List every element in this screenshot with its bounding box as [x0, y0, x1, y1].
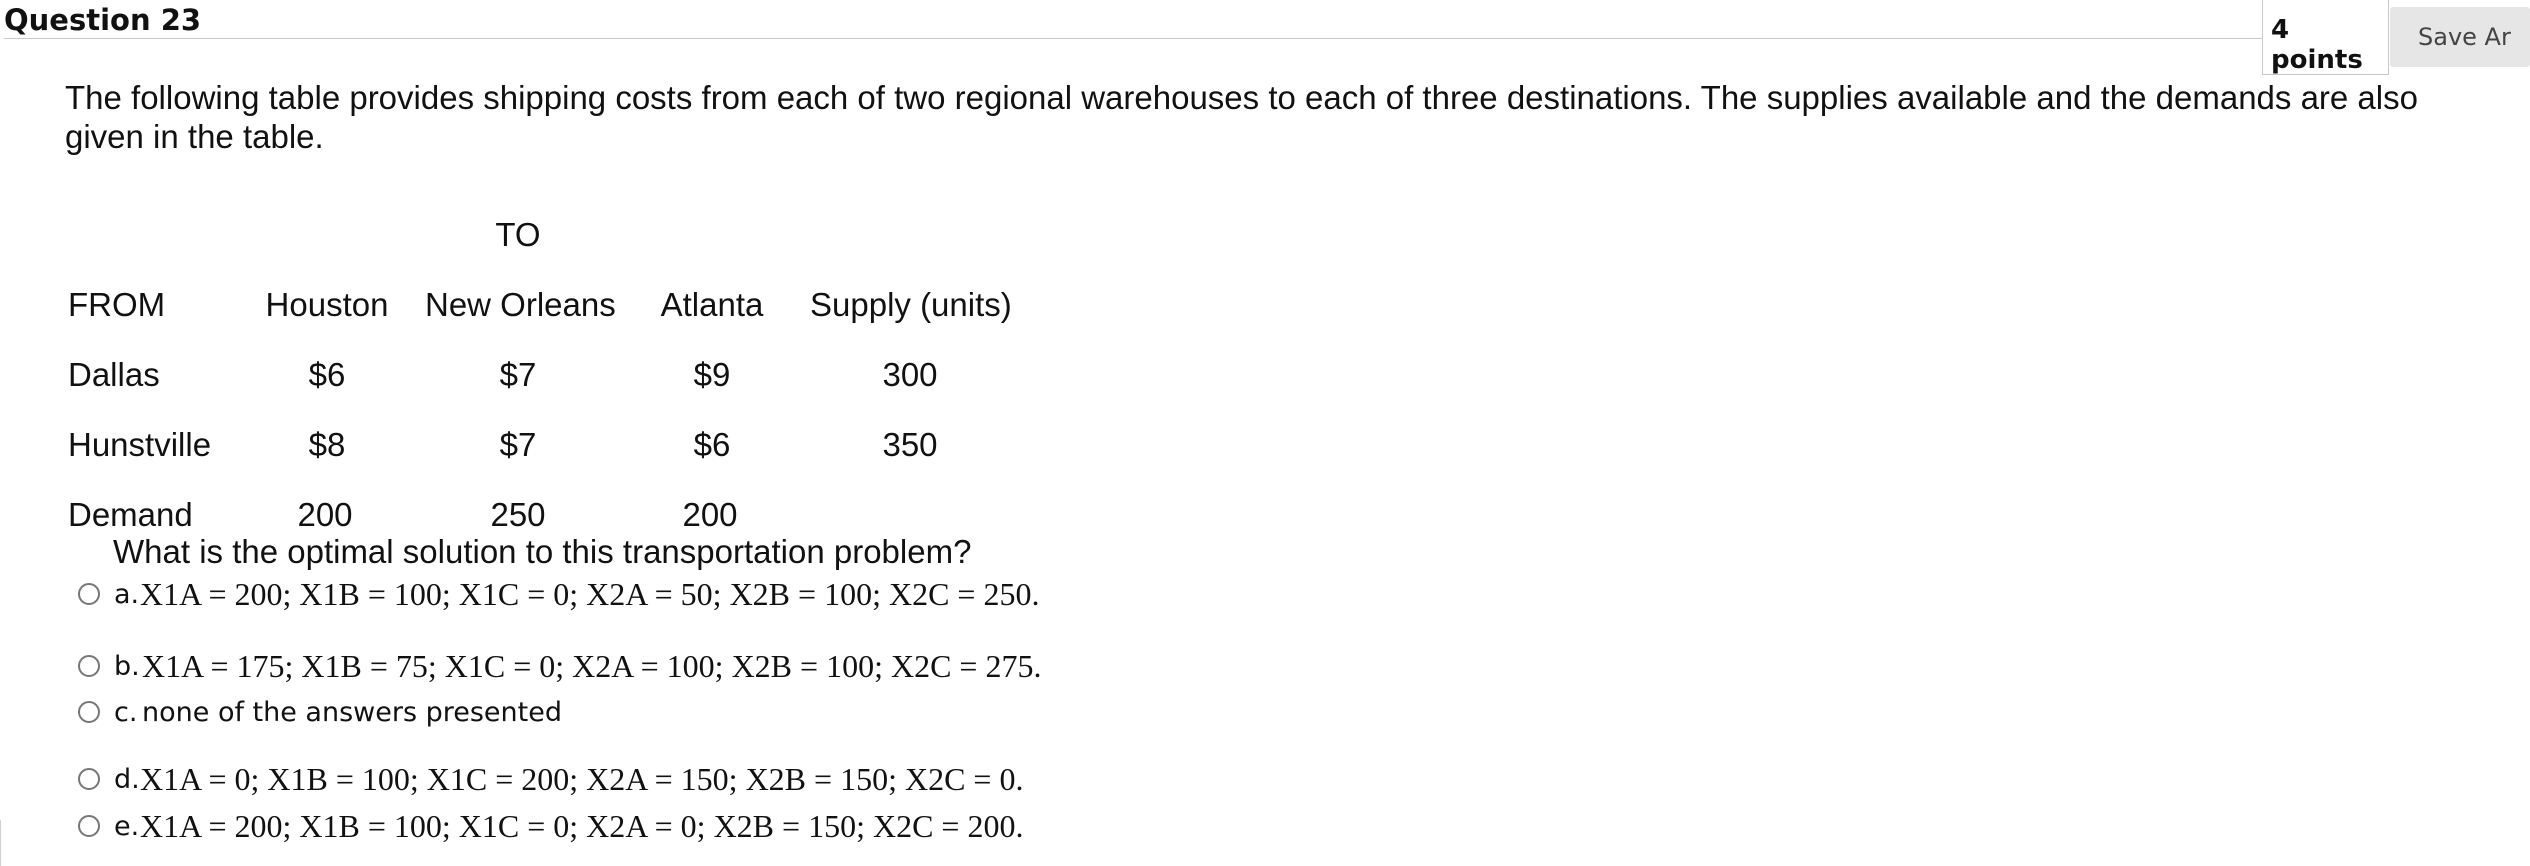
- table-header-from: FROM: [68, 286, 166, 323]
- table-cell: 200: [682, 496, 738, 533]
- radio-button[interactable]: [78, 701, 100, 723]
- question-header: [0, 0, 2511, 75]
- table-row-demand-label: Demand: [68, 496, 193, 533]
- table-cell: $6: [693, 426, 731, 463]
- option-text: X1A = 175; X1B = 75; X1C = 0; X2A = 100; X2B = 100; X2C = 275.: [142, 648, 1042, 684]
- table-header-supply: Supply (units): [810, 286, 1012, 323]
- table-to-label: TO: [495, 216, 541, 253]
- option-letter: c.: [114, 697, 138, 728]
- option-letter: d.: [114, 764, 140, 795]
- table-cell: $6: [308, 356, 346, 393]
- table-header-new-orleans: New Orleans: [425, 286, 616, 323]
- option-letter: a.: [114, 579, 140, 610]
- option-text: X1A = 0; X1B = 100; X1C = 200; X2A = 150; X2B = 150; X2C = 0.: [140, 761, 1024, 797]
- table-cell: 350: [882, 426, 938, 463]
- table-header-atlanta: Atlanta: [660, 286, 764, 323]
- question-prompt: The following table provides shipping costs from each of two regional warehouses to each of three destinations. The supplies available and the demands are also given in the table.: [65, 79, 2418, 155]
- radio-button[interactable]: [78, 768, 100, 790]
- table-cell: $9: [693, 356, 731, 393]
- table-cell: $7: [499, 426, 537, 463]
- radio-button[interactable]: [78, 815, 100, 837]
- table-row-dallas-label: Dallas: [68, 356, 160, 393]
- header-divider: [4, 38, 2262, 39]
- question-text: What is the optimal solution to this transportation problem?: [113, 533, 972, 570]
- option-letter: b.: [114, 651, 140, 682]
- points-label: 4 points: [2271, 15, 2363, 75]
- table-row-hunstville-label: Hunstville: [68, 426, 212, 463]
- points-box: [2262, 0, 2389, 75]
- left-edge-divider: [0, 820, 5, 866]
- option-text: X1A = 200; X1B = 100; X1C = 0; X2A = 0; X2B = 150; X2C = 200.: [140, 808, 1024, 844]
- table-cell: 250: [490, 496, 546, 533]
- option-text: none of the answers presented: [142, 697, 562, 728]
- table-cell: 300: [882, 356, 938, 393]
- table-cell: $8: [308, 426, 346, 463]
- radio-button[interactable]: [78, 655, 100, 677]
- table-header-houston: Houston: [265, 286, 389, 323]
- save-answer-button[interactable]: Save Ar: [2390, 7, 2530, 67]
- table-cell: $7: [499, 356, 537, 393]
- table-cell: 200: [297, 496, 353, 533]
- question-title: Question 23: [4, 3, 202, 37]
- option-text: X1A = 200; X1B = 100; X1C = 0; X2A = 50; X2B = 100; X2C = 250.: [140, 576, 1040, 612]
- option-letter: e.: [114, 811, 140, 842]
- radio-button[interactable]: [78, 583, 100, 605]
